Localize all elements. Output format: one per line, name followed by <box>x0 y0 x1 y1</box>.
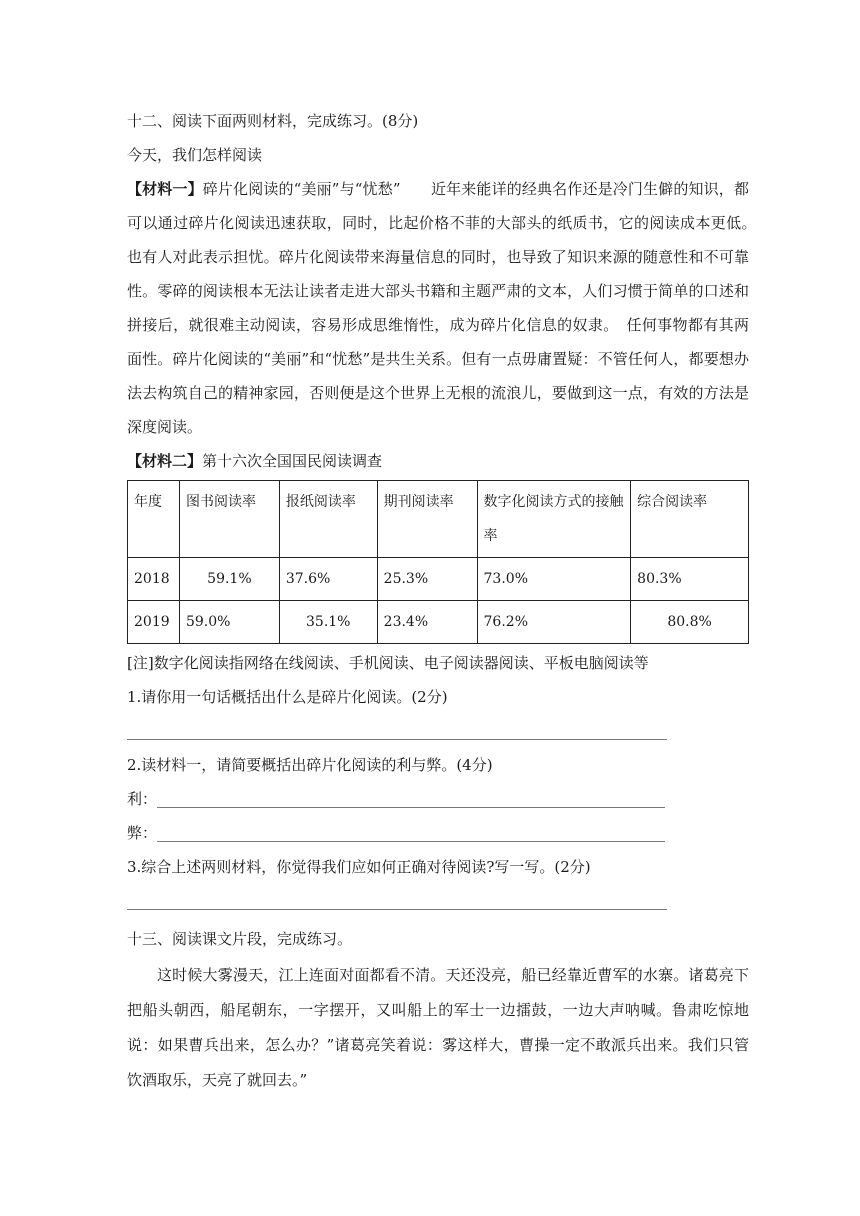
question-2: 2.读材料一，请简要概括出碎片化阅读的利与弊。(4分) <box>127 756 493 774</box>
table-cell: 37.6% <box>279 558 377 601</box>
con-label: 弊： <box>127 824 158 842</box>
table-row <box>128 601 749 644</box>
table-cell: 25.3% <box>377 558 477 601</box>
material1-text: 近年来能详的经典名作还是冷门生僻的知识，都可以通过碎片化阅读迅速获取，同时，比起价格不菲的大部头的纸质书，它的阅读成本更低。 也有人对此表示担忧。碎片化阅读带来海量信息的同时，也导致了知识来源的随意性和不可靠性。零碎的阅读根本无法让读者走进大部头书籍和主题严肃的文本，人们习惯于简单的口述和拼接后，就很难主动阅读，容易形成思维惰性，成为碎片化信息的奴隶。 任何事物都有其两面性。碎片化阅读的“美丽”和“忧愁”是共生关系。但有一点毋庸置疑：不管任何人，都要想办法去构筑自己的精神家园，否则便是这个世界上无根的流浪儿，要做到这一点，有效的方法是深度阅读。 <box>127 180 765 436</box>
answer-line-con[interactable] <box>127 816 749 850</box>
answer-rule <box>127 739 667 740</box>
material2-label: 【材料二】 <box>127 452 203 470</box>
q12-subtitle: 今天，我们怎样阅读 <box>127 146 263 164</box>
table-cell: 80.8% <box>631 601 749 644</box>
table-cell: 59.0% <box>179 601 279 644</box>
table-header-cell: 报纸阅读率 <box>279 481 377 558</box>
table-row <box>128 558 749 601</box>
table-cell: 23.4% <box>377 601 477 644</box>
table-header-cell: 数字化阅读方式的接触率 <box>477 481 631 558</box>
question-1: 1.请你用一句话概括出什么是碎片化阅读。(2分) <box>127 688 448 706</box>
material1-label: 【材料一】 <box>127 180 203 198</box>
material1-title: 碎片化阅读的“美丽”与“忧愁” <box>202 180 401 198</box>
table-cell: 80.3% <box>631 558 749 601</box>
reading-survey-table <box>127 480 749 644</box>
material2-heading <box>127 444 749 478</box>
table-cell: 59.1% <box>179 558 279 601</box>
q12-heading: 十二、阅读下面两则材料，完成练习。(8分) <box>127 112 419 130</box>
material2-title: 第十六次全国国民阅读调查 <box>202 452 383 470</box>
table-header-cell: 期刊阅读率 <box>377 481 477 558</box>
answer-rule <box>127 909 667 910</box>
document-content <box>127 104 765 1098</box>
table-note: [注]数字化阅读指网络在线阅读、手机阅读、电子阅读器阅读、平板电脑阅读等 <box>127 654 649 672</box>
table-cell: 35.1% <box>279 601 377 644</box>
table-header-row <box>128 481 749 558</box>
material1-paragraph <box>127 172 765 444</box>
q13-heading: 十三、阅读课文片段，完成练习。 <box>127 930 353 948</box>
table-header-cell: 图书阅读率 <box>179 481 279 558</box>
answer-rule <box>157 807 665 808</box>
answer-rule <box>157 841 665 842</box>
table-header-cell: 综合阅读率 <box>631 481 749 558</box>
answer-line-3[interactable] <box>127 884 749 918</box>
table-cell: 76.2% <box>477 601 631 644</box>
table-header-cell: 年度 <box>128 481 180 558</box>
table-cell: 2018 <box>128 558 180 601</box>
table-cell: 2019 <box>128 601 180 644</box>
question-3: 3.综合上述两则材料，你觉得我们应如何正确对待阅读?写一写。(2分) <box>127 858 591 876</box>
answer-line-1[interactable] <box>127 714 749 748</box>
pro-label: 利： <box>127 790 158 808</box>
q13-passage: 这时候大雾漫天，江上连面对面都看不清。天还没亮，船已经靠近曹军的水寨。诸葛亮下把船头朝西，船尾朝东，一字摆开，又叫船上的军士一边擂鼓，一边大声呐喊。鲁肃吃惊地说：如果曹兵出来，怎么办？”诸葛亮笑着说：雾这样大，曹操一定不敢派兵出来。我们只管饮酒取乐，天亮了就回去。” <box>127 966 749 1089</box>
table-cell: 73.0% <box>477 558 631 601</box>
answer-line-pro[interactable] <box>127 782 749 816</box>
